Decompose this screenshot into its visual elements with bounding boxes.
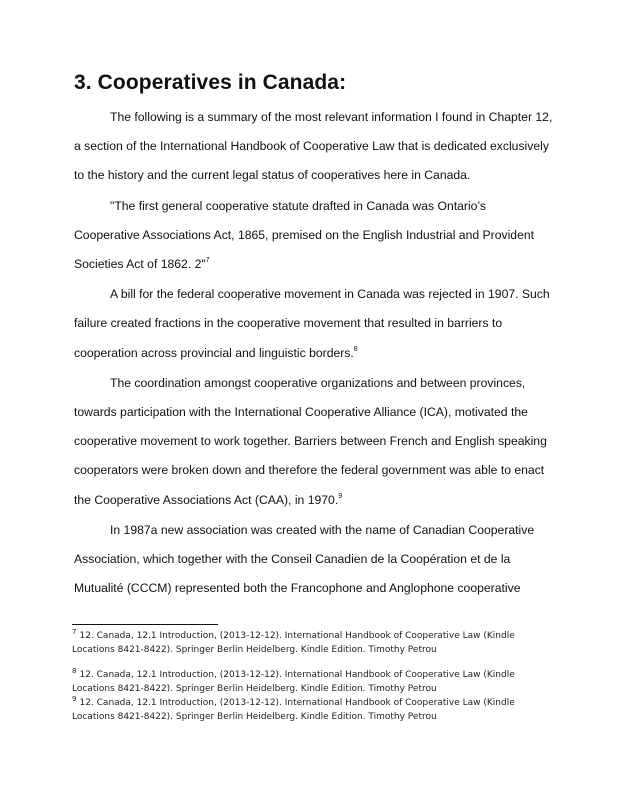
- paragraph: [74, 369, 554, 515]
- body-text: [74, 103, 554, 604]
- footnote: [72, 629, 552, 657]
- footnote: [72, 668, 552, 696]
- paragraph: [74, 516, 554, 604]
- footnote: [72, 696, 552, 724]
- paragraph-text: In 1987a new association was created with the name of Canadian Cooperative Association, which together with the Conseil Canadien de la Coopération et de la Mutualité (CCCM) represented both the Francophone and Anglophone cooperative: [74, 522, 535, 596]
- footnote-separator: [72, 624, 218, 625]
- footnote-reference[interactable]: 9: [338, 492, 343, 500]
- footnote-text: 12. Canada, 12.1 Introduction, (2013-12-12). International Handbook of Cooperative Law (Kindle Locations 8421-8422). Springer Berlin Heidelberg. Kindle Edition. Timothy Petrou: [72, 698, 515, 722]
- footnote-text: 12. Canada, 12.1 Introduction, (2013-12-12). International Handbook of Cooperative Law (Kindle Locations 8421-8422). Springer Berlin Heidelberg. Kindle Edition. Timothy Petrou: [72, 631, 515, 655]
- paragraph: [74, 192, 554, 280]
- paragraph-text: The coordination amongst cooperative organizations and between provinces, towards participation with the International Cooperative Alliance (ICA), motivated the cooperative movement to work together. Barriers between French and English speaking cooperators were broken down and therefore the federal government was able to enact the Cooperative Associations Act (CAA), in 1970.: [74, 375, 547, 507]
- footnote-reference[interactable]: 8: [353, 345, 358, 353]
- paragraph-text: The following is a summary of the most relevant information I found in Chapter 12, a section of the International Handbook of Cooperative Law that is dedicated exclusively to the history and the current legal status of cooperatives here in Canada.: [74, 110, 553, 183]
- section-heading: 3. Cooperatives in Canada:: [74, 71, 347, 94]
- footnote-number: 8: [72, 667, 77, 675]
- footnote-number: 7: [72, 628, 77, 636]
- paragraph-text: A bill for the federal cooperative movement in Canada was rejected in 1907. Such failure created fractions in the cooperative movement that resulted in barriers to cooperation across provincial and linguistic borders.: [74, 287, 550, 360]
- paragraph-text: "The first general cooperative statute drafted in Canada was Ontario’s Cooperative Associations Act, 1865, premised on the English Industrial and Provident Societies Act of 1862. 2": [74, 198, 535, 272]
- footnotes: [72, 629, 552, 724]
- footnote-number: 9: [72, 695, 77, 703]
- paragraph: [74, 280, 554, 368]
- footnote-reference[interactable]: 7: [205, 257, 210, 265]
- footnote-text: 12. Canada, 12.1 Introduction, (2013-12-12). International Handbook of Cooperative Law (Kindle Locations 8421-8422). Springer Berlin Heidelberg. Kindle Edition. Timothy Petrou: [72, 670, 515, 694]
- paragraph: [74, 103, 554, 191]
